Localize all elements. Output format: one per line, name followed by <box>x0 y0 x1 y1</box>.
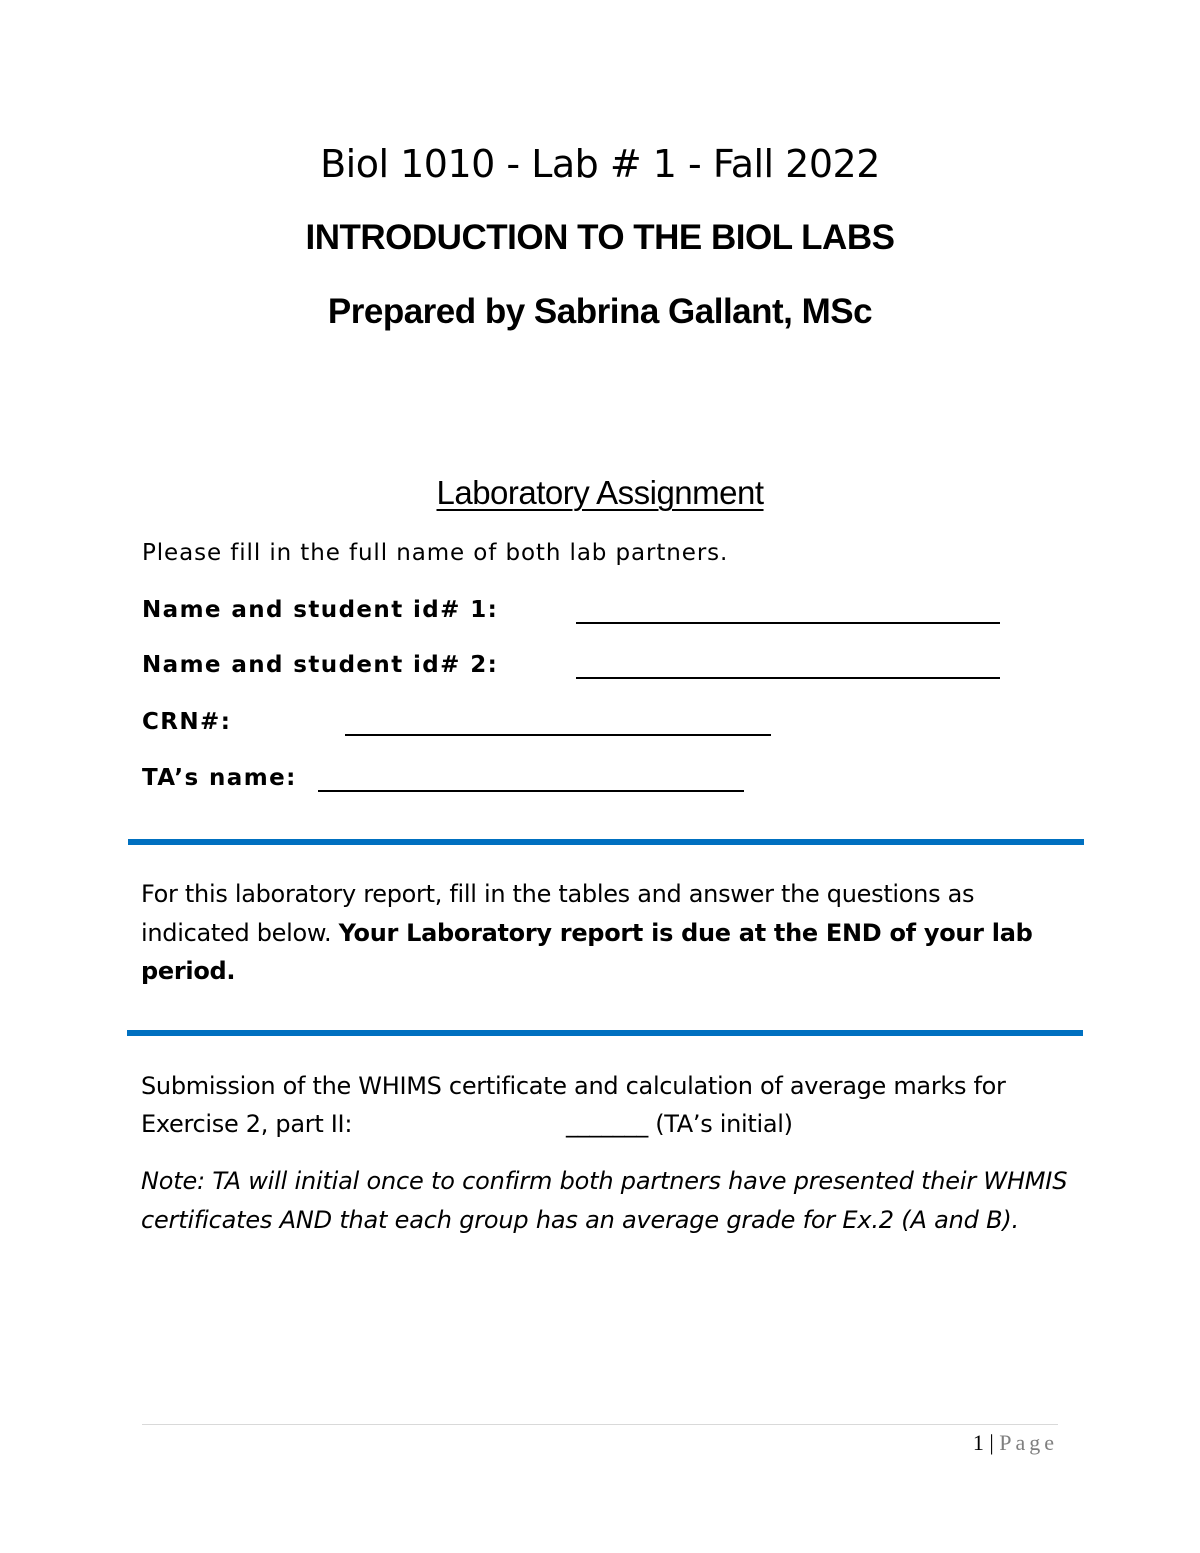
assignment-title: Laboratory Assignment <box>436 474 764 511</box>
submission-line2: Exercise 2, part II: <box>141 1110 353 1138</box>
student2-blank[interactable] <box>576 677 1000 679</box>
student1-label: Name and student id# 1: <box>142 597 499 623</box>
page-number: 1 <box>972 1430 984 1455</box>
submission-note: Note: TA will initial once to confirm both partners have presented their WHMIS certificates AND that each group has an average grade for Ex.2 (A and B). <box>141 1167 1068 1234</box>
ta-name-blank[interactable] <box>318 790 744 792</box>
lab-heading: INTRODUCTION TO THE BIOL LABS <box>305 218 895 257</box>
page-footer <box>973 1430 1058 1456</box>
submission-line1: Submission of the WHIMS certificate and calculation of average marks for <box>141 1072 1006 1100</box>
student1-blank[interactable] <box>576 622 1000 624</box>
footer-divider <box>142 1424 1058 1425</box>
instructions-text: Please fill in the full name of both lab partners. <box>142 540 729 566</box>
report-due-text: Your Laboratory report is due at the END of your lab period. <box>141 918 1033 985</box>
ta-name-label: TA’s name: <box>142 765 297 791</box>
ta-initial-field[interactable]: _______ (TA’s initial) <box>566 1110 793 1138</box>
section-divider-top <box>128 839 1084 845</box>
report-instructions-text: For this laboratory report, fill in the tables and answer the questions as indicated below. <box>141 880 975 947</box>
page-label: Page <box>999 1430 1058 1455</box>
report-instructions <box>141 875 1071 991</box>
page-title: Biol 1010 - Lab # 1 - Fall 2022 <box>320 142 880 186</box>
author-line: Prepared by Sabrina Gallant, MSc <box>327 292 873 331</box>
page-separator: | <box>989 1430 994 1455</box>
crn-label: CRN#: <box>142 709 232 735</box>
crn-blank[interactable] <box>345 734 771 736</box>
section-divider-bottom <box>127 1030 1083 1036</box>
student2-label: Name and student id# 2: <box>142 652 499 678</box>
